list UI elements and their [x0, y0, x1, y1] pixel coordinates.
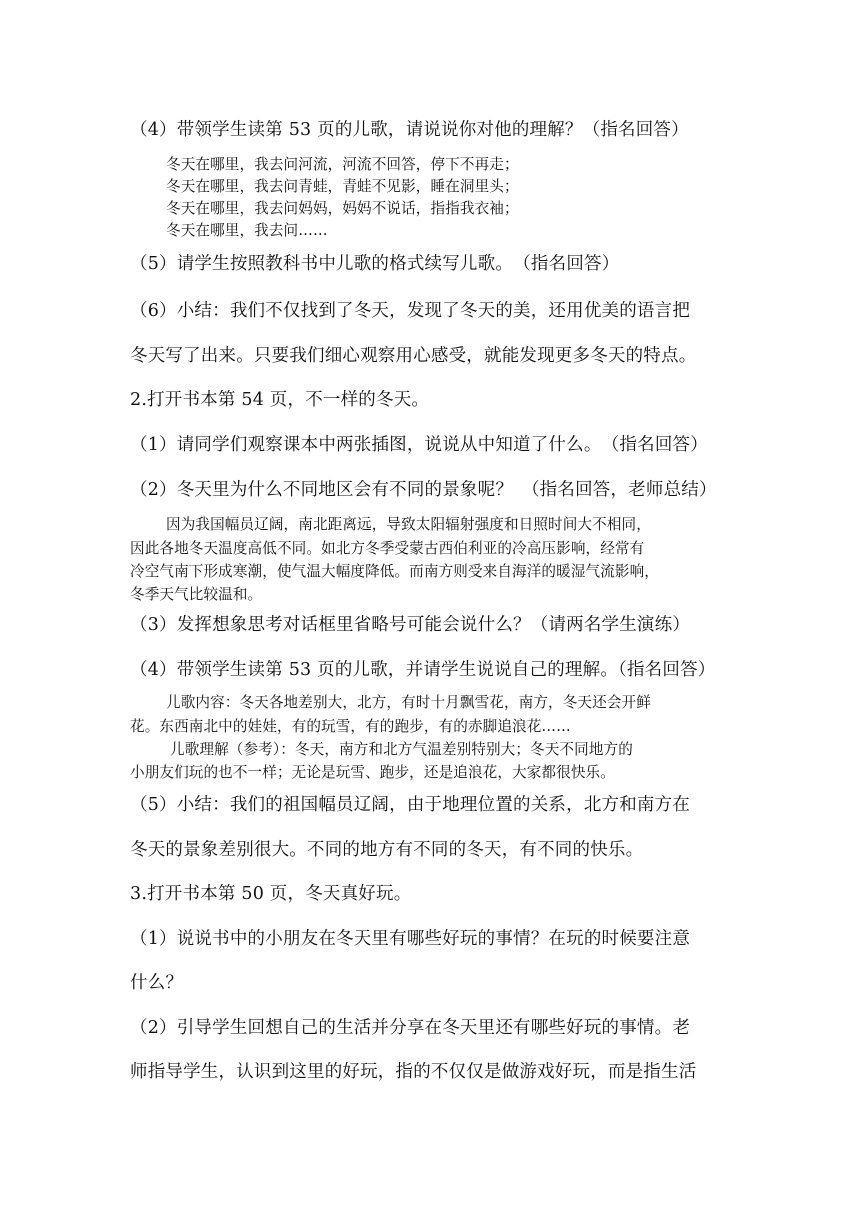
section-3-step-2-line-1: （2）引导学生回想自己的生活并分享在冬天里还有哪些好玩的事情。老: [130, 1018, 691, 1038]
section-3-step-2-line-2: 师指导学生，认识到这里的好玩，指的不仅仅是做游戏好玩，而是指生活: [130, 1062, 697, 1082]
explanation-line-4: 冬季天气比较温和。: [130, 586, 263, 603]
section-3-heading: 3.打开书本第 50 页，冬天真好玩。: [130, 884, 412, 904]
section-3-step-1-line-1: （1）说说书中的小朋友在冬天里有哪些好玩的事情？在玩的时候要注意: [130, 929, 691, 949]
poem-line-3: 冬天在哪里，我去问妈妈，妈妈不说话，指指我衣袖；: [166, 200, 519, 217]
song-understanding-line-1: 儿歌理解（参考）：冬天，南方和北方气温差别特别大；冬天不同地方的: [170, 741, 633, 758]
song-understanding-line-2: 小朋友们玩的也不一样；无论是玩雪、跑步，还是追浪花，大家都很快乐。: [130, 764, 615, 781]
step-6-summary-line-1: （6）小结：我们不仅找到了冬天，发现了冬天的美，还用优美的语言把: [130, 301, 691, 321]
section-2-step-5-line-1: （5）小结：我们的祖国幅员辽阔，由于地理位置的关系，北方和南方在: [130, 795, 691, 815]
poem-line-1: 冬天在哪里，我去问河流，河流不回答，停下不再走；: [166, 156, 519, 173]
section-2-step-1: （1）请同学们观察课本中两张插图，说说从中知道了什么。 （指名回答）: [130, 435, 708, 455]
step-6-summary-line-2: 冬天写了出来。只要我们细心观察用心感受，就能发现更多冬天的特点。: [130, 346, 697, 366]
section-3-step-1-line-2: 什么？: [130, 973, 184, 993]
explanation-line-3: 冷空气南下形成寒潮，使气温大幅度降低。而南方则受来自海洋的暖湿气流影响，: [130, 563, 659, 580]
section-2-heading: 2.打开书本第 54 页，不一样的冬天。: [130, 390, 430, 410]
explanation-line-1: 因为我国幅员辽阔，南北距离远，导致太阳辐射强度和日照时间大不相同，: [166, 516, 651, 533]
section-2-step-3: （3）发挥想象思考对话框里省略号可能会说什么？（请两名学生演练）: [130, 615, 691, 635]
step-5-continue-song: （5）请学生按照教科书中儿歌的格式续写儿歌。 （指名回答）: [130, 254, 620, 274]
poem-line-2: 冬天在哪里，我去问青蛙，青蛙不见影，睡在洞里头；: [166, 178, 519, 195]
song-content-line-1: 儿歌内容：冬天各地差别大，北方，有时十月飘雪花，南方，冬天还会开鲜: [166, 694, 651, 711]
step-4-read-song-page-53: （4）带领学生读第 53 页的儿歌，请说说你对他的理解？（指名回答）: [130, 120, 689, 140]
section-2-step-4: （4）带领学生读第 53 页的儿歌，并请学生说说自己的理解。（指名回答）: [130, 660, 716, 680]
section-2-step-2: （2）冬天里为什么不同地区会有不同的景象呢？ （指名回答，老师总结）: [130, 480, 717, 500]
poem-line-4: 冬天在哪里，我去问……: [166, 222, 328, 239]
song-content-line-2: 花。东西南北中的娃娃，有的玩雪，有的跑步，有的赤脚追浪花……: [130, 718, 571, 735]
explanation-line-2: 因此各地冬天温度高低不同。如北方冬季受蒙古西伯利亚的冷高压影响，经常有: [130, 540, 645, 557]
section-2-step-5-line-2: 冬天的景象差别很大。不同的地方有不同的冬天，有不同的快乐。: [130, 840, 644, 860]
